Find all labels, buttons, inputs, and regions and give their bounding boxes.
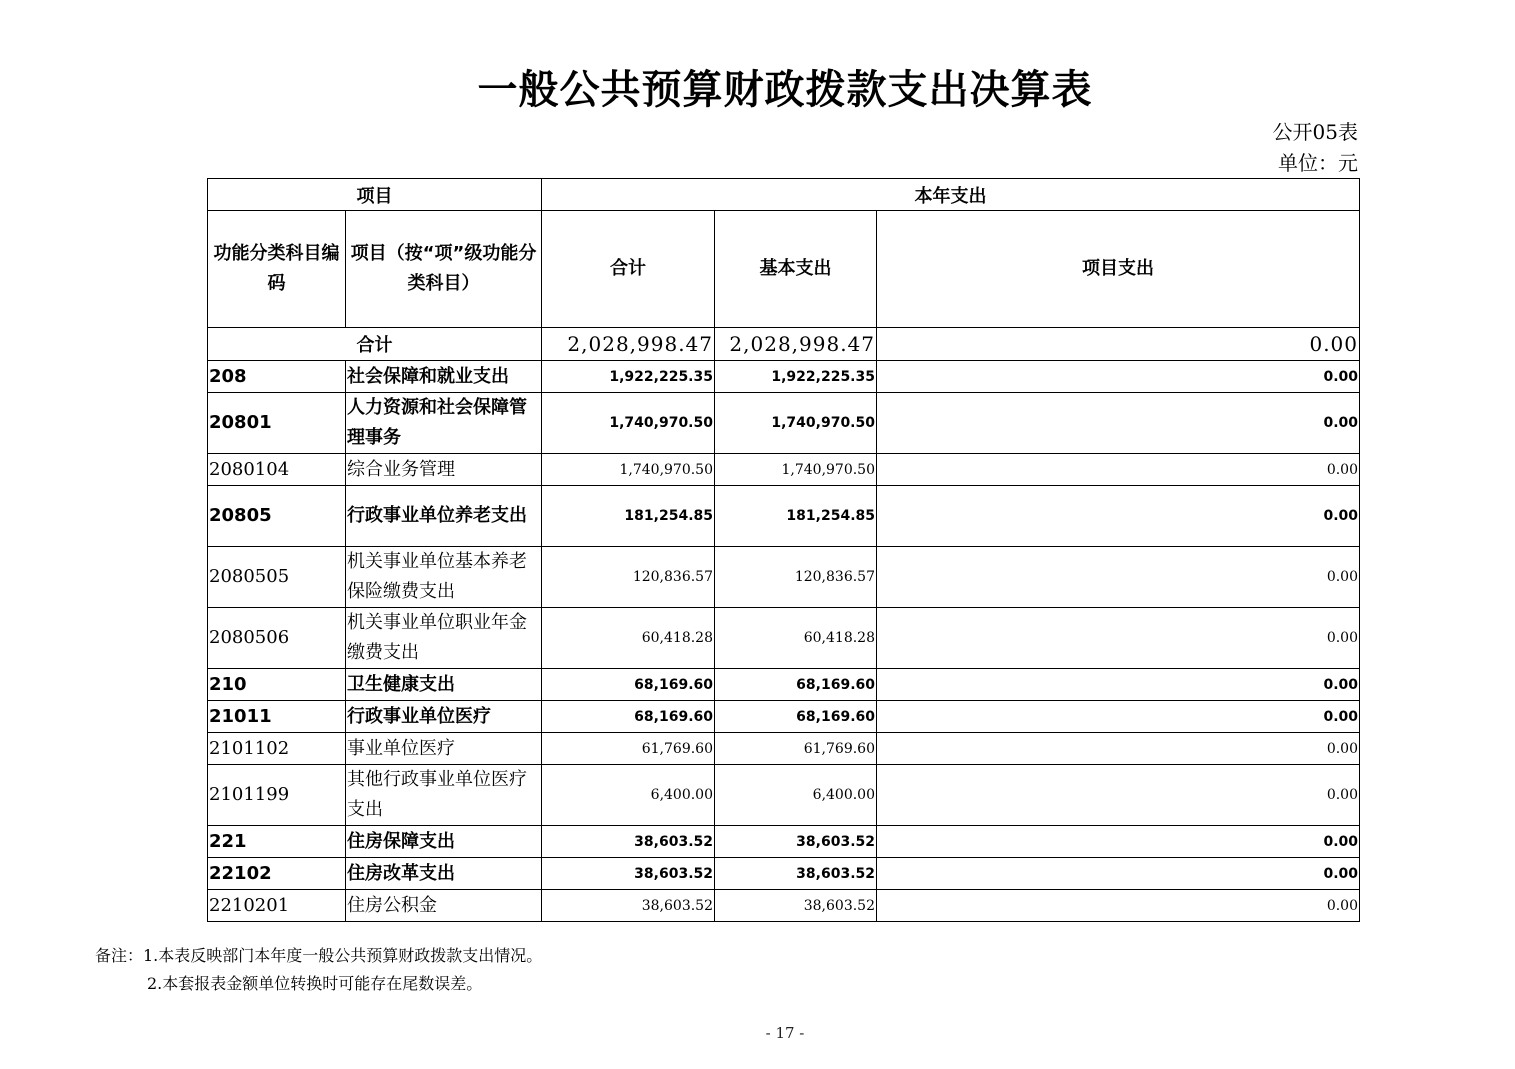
row-project: 0.00 (877, 608, 1360, 669)
row-total: 1,922,225.35 (542, 361, 715, 393)
row-project: 0.00 (877, 486, 1360, 547)
row-total: 181,254.85 (542, 486, 715, 547)
row-basic: 1,740,970.50 (715, 454, 877, 486)
row-code: 2080506 (208, 608, 346, 669)
row-basic: 38,603.52 (715, 890, 877, 922)
table-row (208, 393, 1360, 454)
table-row (208, 608, 1360, 669)
row-name: 社会保障和就业支出 (346, 361, 542, 393)
header-code: 功能分类科目编码 (208, 211, 346, 328)
table-row (208, 858, 1360, 890)
row-project: 0.00 (877, 454, 1360, 486)
table-code: 公开05表 (1272, 120, 1358, 144)
table-row (208, 826, 1360, 858)
row-name: 人力资源和社会保障管理事务 (346, 393, 542, 454)
row-code: 2210201 (208, 890, 346, 922)
row-code: 221 (208, 826, 346, 858)
row-project: 0.00 (877, 733, 1360, 765)
row-code: 210 (208, 669, 346, 701)
header-total: 合计 (542, 211, 715, 328)
row-name: 住房保障支出 (346, 826, 542, 858)
row-project: 0.00 (877, 765, 1360, 826)
header-project: 项目支出 (877, 211, 1360, 328)
row-basic: 38,603.52 (715, 858, 877, 890)
table-row (208, 361, 1360, 393)
row-total: 38,603.52 (542, 826, 715, 858)
table-row (208, 701, 1360, 733)
row-name: 机关事业单位基本养老保险缴费支出 (346, 547, 542, 608)
row-total: 1,740,970.50 (542, 393, 715, 454)
total-project: 0.00 (877, 328, 1360, 361)
row-total: 38,603.52 (542, 890, 715, 922)
row-name: 其他行政事业单位医疗支出 (346, 765, 542, 826)
expenditure-table (207, 178, 1360, 922)
note-line-2: 2.本套报表金额单位转换时可能存在尾数误差。 (147, 974, 483, 993)
table-row (208, 733, 1360, 765)
row-name: 卫生健康支出 (346, 669, 542, 701)
row-total: 60,418.28 (542, 608, 715, 669)
row-code: 22102 (208, 858, 346, 890)
notes (95, 942, 542, 998)
row-basic: 60,418.28 (715, 608, 877, 669)
row-name: 机关事业单位职业年金缴费支出 (346, 608, 542, 669)
row-total: 38,603.52 (542, 858, 715, 890)
row-total: 68,169.60 (542, 669, 715, 701)
table-row (208, 486, 1360, 547)
row-code: 2101102 (208, 733, 346, 765)
page-title: 一般公共预算财政拨款支出决算表 (477, 67, 1093, 113)
row-code: 20801 (208, 393, 346, 454)
row-total: 6,400.00 (542, 765, 715, 826)
row-code: 208 (208, 361, 346, 393)
row-project: 0.00 (877, 826, 1360, 858)
row-project: 0.00 (877, 701, 1360, 733)
total-basic: 2,028,998.47 (715, 328, 877, 361)
row-project: 0.00 (877, 858, 1360, 890)
total-label: 合计 (208, 328, 542, 361)
row-code: 2101199 (208, 765, 346, 826)
row-basic: 38,603.52 (715, 826, 877, 858)
row-project: 0.00 (877, 393, 1360, 454)
row-code: 21011 (208, 701, 346, 733)
unit-label: 单位：元 (1278, 151, 1358, 175)
table-row (208, 454, 1360, 486)
row-name: 住房公积金 (346, 890, 542, 922)
table-row (208, 765, 1360, 826)
row-basic: 61,769.60 (715, 733, 877, 765)
row-basic: 1,740,970.50 (715, 393, 877, 454)
header-basic: 基本支出 (715, 211, 877, 328)
header-item-group: 项目 (208, 179, 542, 211)
row-total: 120,836.57 (542, 547, 715, 608)
table-row (208, 669, 1360, 701)
total-row (208, 328, 1360, 361)
row-name: 住房改革支出 (346, 858, 542, 890)
row-basic: 1,922,225.35 (715, 361, 877, 393)
row-project: 0.00 (877, 547, 1360, 608)
header-row-2 (208, 211, 1360, 328)
page-number: - 17 - (765, 1024, 805, 1042)
row-basic: 181,254.85 (715, 486, 877, 547)
row-name: 综合业务管理 (346, 454, 542, 486)
row-total: 61,769.60 (542, 733, 715, 765)
row-total: 68,169.60 (542, 701, 715, 733)
row-code: 2080104 (208, 454, 346, 486)
row-basic: 6,400.00 (715, 765, 877, 826)
header-row-1 (208, 179, 1360, 211)
table-row (208, 547, 1360, 608)
row-project: 0.00 (877, 361, 1360, 393)
row-total: 1,740,970.50 (542, 454, 715, 486)
row-project: 0.00 (877, 890, 1360, 922)
row-basic: 68,169.60 (715, 669, 877, 701)
row-basic: 68,169.60 (715, 701, 877, 733)
row-code: 2080505 (208, 547, 346, 608)
row-basic: 120,836.57 (715, 547, 877, 608)
row-name: 行政事业单位医疗 (346, 701, 542, 733)
header-name: 项目（按“项”级功能分类科目） (346, 211, 542, 328)
note-line-1: 备注：1.本表反映部门本年度一般公共预算财政拨款支出情况。 (95, 946, 543, 965)
row-project: 0.00 (877, 669, 1360, 701)
header-current-year: 本年支出 (542, 179, 1360, 211)
row-name: 行政事业单位养老支出 (346, 486, 542, 547)
row-name: 事业单位医疗 (346, 733, 542, 765)
table-row (208, 890, 1360, 922)
row-code: 20805 (208, 486, 346, 547)
total-amount: 2,028,998.47 (542, 328, 715, 361)
